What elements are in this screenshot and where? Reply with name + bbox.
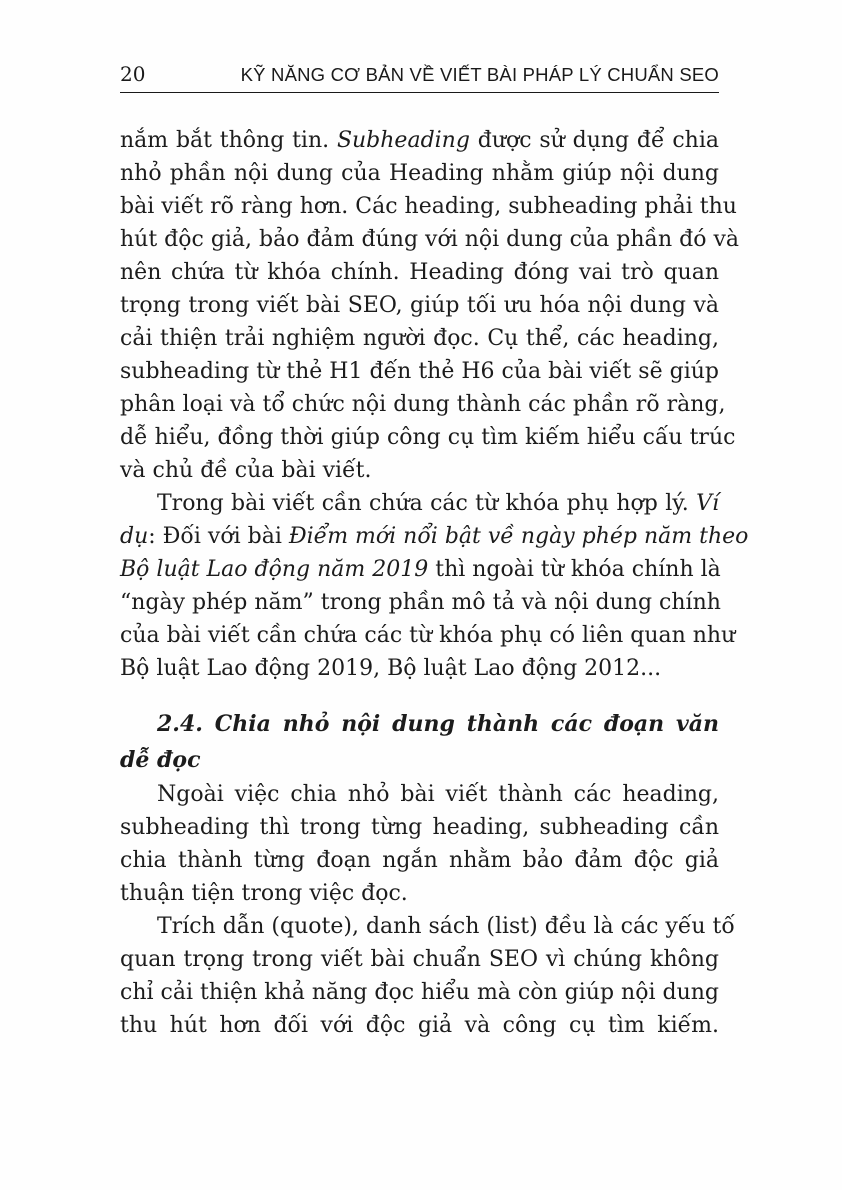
body-text	[120, 124, 749, 1042]
text-line: subheading từ thẻ H1 đến thẻ H6 của bài viết sẽ giúp	[120, 359, 719, 384]
text-line: cải thiện trải nghiệm người đọc. Cụ thể, các heading,	[120, 326, 719, 351]
text-line: “ngày phép năm” trong phần mô tả và nội dung chính	[120, 590, 721, 615]
text-run: : Đối với bài	[148, 524, 289, 549]
paragraph-2	[120, 487, 749, 685]
heading-line: dễ đọc	[120, 747, 201, 773]
text-line: Bộ luật Lao động 2019, Bộ luật Lao động 2012...	[120, 656, 662, 681]
section-heading	[120, 706, 719, 778]
italic-term: dụ	[120, 524, 149, 549]
text-line: Ngoài việc chia nhỏ bài viết thành các heading,	[157, 782, 719, 807]
paragraph-1	[120, 124, 740, 487]
heading-line: 2.4. Chia nhỏ nội dung thành các đoạn văn	[157, 711, 719, 737]
italic-term: Subheading	[336, 128, 470, 153]
paragraph-4	[120, 910, 735, 1042]
text-run: Trong bài viết cần chứa các từ khóa phụ hợp lý.	[157, 491, 697, 516]
text-run: thì ngoài từ khóa chính là	[428, 557, 721, 582]
text-line: thuận tiện trong việc đọc.	[120, 881, 408, 906]
italic-article-title: Điểm mới nổi bật về ngày phép năm theo	[288, 524, 749, 549]
text-line: nên chứa từ khóa chính. Heading đóng vai trò quan	[120, 260, 719, 285]
text-line	[120, 553, 719, 586]
text-line: phân loại và tổ chức nội dung thành các phần rõ ràng,	[120, 392, 726, 417]
text-line: quan trọng trong viết bài chuẩn SEO vì chúng không	[120, 947, 719, 972]
page-number: 20	[120, 62, 146, 86]
paragraph-3	[120, 778, 719, 910]
text-line: hút độc giả, bảo đảm đúng với nội dung của phần đó và	[120, 227, 740, 252]
text-run: nắm bắt thông tin.	[120, 128, 337, 153]
text-line	[120, 124, 719, 157]
text-line: Trích dẫn (quote), danh sách (list) đều là các yếu tố	[157, 914, 735, 939]
text-line	[120, 487, 719, 520]
page-header	[120, 62, 719, 93]
text-line: bài viết rõ ràng hơn. Các heading, subheading phải thu	[120, 194, 737, 219]
italic-term: Ví	[696, 491, 719, 516]
text-line: của bài viết cần chứa các từ khóa phụ có liên quan như	[120, 623, 736, 648]
text-line: dễ hiểu, đồng thời giúp công cụ tìm kiếm hiểu cấu trúc	[120, 425, 736, 450]
text-line: chỉ cải thiện khả năng đọc hiểu mà còn giúp nội dung	[120, 980, 719, 1005]
italic-article-title: Bộ luật Lao động năm 2019	[120, 557, 429, 582]
text-line: và chủ đề của bài viết.	[120, 458, 372, 483]
spacer	[120, 685, 719, 706]
text-line	[120, 520, 749, 553]
text-line: nhỏ phần nội dung của Heading nhằm giúp nội dung	[120, 161, 719, 186]
running-title: KỸ NĂNG CƠ BẢN VỀ VIẾT BÀI PHÁP LÝ CHUẨN SEO	[240, 64, 719, 85]
text-line: chia thành từng đoạn ngắn nhằm bảo đảm độc giả	[120, 848, 719, 873]
text-line: trọng trong viết bài SEO, giúp tối ưu hóa nội dung và	[120, 293, 719, 318]
text-line: subheading thì trong từng heading, subheading cần	[120, 815, 719, 840]
text-line: thu hút hơn đối với độc giả và công cụ tìm kiếm.	[120, 1013, 719, 1038]
text-run: được sử dụng để chia	[469, 128, 719, 153]
